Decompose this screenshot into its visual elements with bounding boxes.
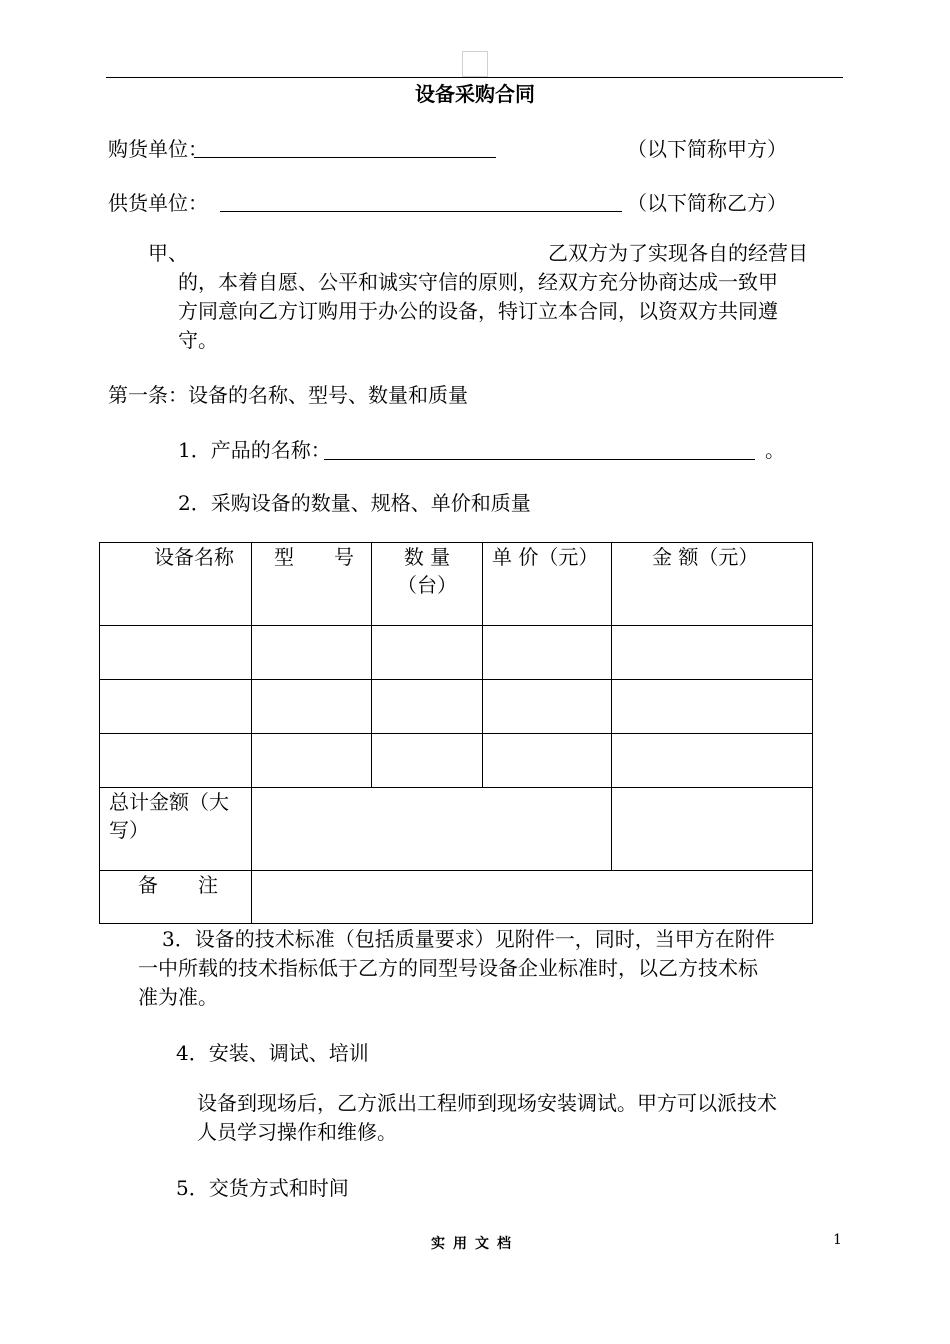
item3-line-2: 一中所载的技术指标低于乙方的同型号设备企业标准时，以乙方技术标: [138, 956, 758, 980]
remarks-label-cell: 备 注: [100, 871, 252, 924]
table-cell[interactable]: [372, 680, 483, 734]
total-label-line2: 写）: [109, 818, 149, 842]
total-label-cell: [100, 788, 252, 871]
intro-line-2: 的，本着自愿、公平和诚实守信的原则，经双方充分协商达成一致甲: [178, 270, 778, 294]
buyer-label: 购货单位：: [108, 137, 208, 161]
item2-label: 2．采购设备的数量、规格、单价和质量: [178, 491, 531, 515]
header-model: 型 号: [252, 543, 372, 626]
item1-end: 。: [765, 438, 785, 462]
table-cell[interactable]: [252, 734, 372, 788]
seller-note: （以下简称乙方）: [627, 191, 787, 215]
footer-text: 实用文档: [431, 1236, 519, 1252]
header-equipment-name: 设备名称: [100, 543, 252, 626]
remarks-row: [100, 871, 813, 924]
total-amount-cell[interactable]: [612, 788, 813, 871]
total-row: [100, 788, 813, 871]
equipment-table: [99, 542, 813, 924]
buyer-note: （以下简称甲方）: [627, 137, 787, 161]
product-name-field[interactable]: [324, 459, 755, 460]
table-cell[interactable]: [252, 626, 372, 680]
document-title: 设备采购合同: [415, 82, 535, 106]
header-amount: 金 额（元）: [612, 543, 813, 626]
header-unit-price: 单 价（元）: [483, 543, 612, 626]
header-quantity-line2: （台）: [397, 573, 457, 597]
item4-label: 4．安装、调试、培训: [176, 1041, 369, 1065]
remarks-cell[interactable]: [252, 871, 813, 924]
table-row: [100, 680, 813, 734]
page-number: 1: [833, 1232, 842, 1248]
header-quantity-line1: 数 量: [403, 545, 451, 569]
table-cell[interactable]: [483, 680, 612, 734]
seller-name-field[interactable]: [220, 211, 622, 212]
item3-line-3: 准为准。: [138, 985, 218, 1009]
table-header-row: [100, 543, 813, 626]
table-cell[interactable]: [483, 734, 612, 788]
table-cell[interactable]: [100, 680, 252, 734]
intro-start: 甲、: [148, 241, 188, 265]
table-cell[interactable]: [100, 734, 252, 788]
table-cell[interactable]: [483, 626, 612, 680]
table-cell[interactable]: [252, 680, 372, 734]
intro-line-4: 守。: [178, 328, 218, 352]
item5-label: 5．交货方式和时间: [176, 1176, 349, 1200]
buyer-name-field[interactable]: [194, 157, 496, 158]
item1-label: 1．产品的名称：: [178, 438, 331, 462]
article1-heading: 第一条：设备的名称、型号、数量和质量: [108, 383, 468, 407]
intro-end: 乙双方为了实现各自的经营目: [548, 241, 808, 265]
table-cell[interactable]: [612, 734, 813, 788]
total-uppercase-cell[interactable]: [252, 788, 612, 871]
table-cell[interactable]: [100, 626, 252, 680]
seller-label: 供货单位：: [108, 191, 208, 215]
table-cell[interactable]: [372, 734, 483, 788]
item3-line-1: 3．设备的技术标准（包括质量要求）见附件一，同时，当甲方在附件: [162, 927, 775, 951]
table-cell[interactable]: [612, 626, 813, 680]
header-quantity: [372, 543, 483, 626]
table-row: [100, 626, 813, 680]
table-cell[interactable]: [612, 680, 813, 734]
table-row: [100, 734, 813, 788]
total-label-line1: 总计金额（大: [109, 790, 229, 814]
item4-line-2: 人员学习操作和维修。: [197, 1120, 397, 1144]
intro-line-3: 方同意向乙方订购用于办公的设备，特订立本合同，以资双方共同遵: [178, 299, 778, 323]
table-cell[interactable]: [372, 626, 483, 680]
item4-line-1: 设备到现场后，乙方派出工程师到现场安装调试。甲方可以派技术: [197, 1091, 777, 1115]
header-marker-box: [462, 51, 488, 77]
